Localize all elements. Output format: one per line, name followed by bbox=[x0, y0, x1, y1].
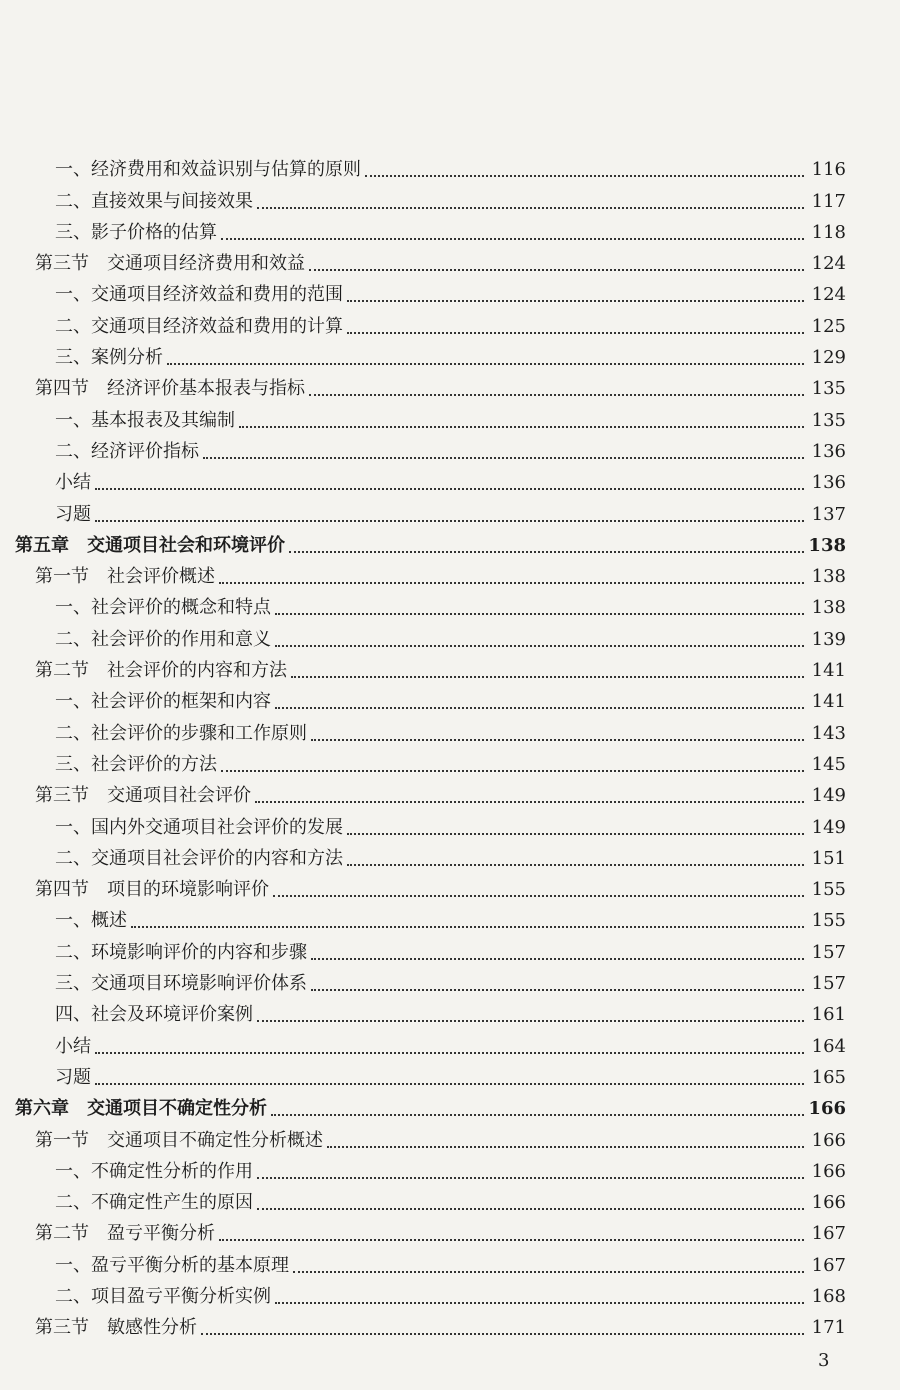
dot-leader bbox=[95, 1052, 804, 1054]
toc-item-row bbox=[0, 432, 900, 463]
toc-entry-page: 166 bbox=[811, 1160, 846, 1182]
toc-item-row bbox=[0, 839, 900, 870]
toc-entry-title: 习题 bbox=[55, 1066, 91, 1088]
toc-entry-title: 二、经济评价指标 bbox=[55, 440, 199, 462]
toc-entry-title: 二、社会评价的步骤和工作原则 bbox=[55, 722, 307, 744]
toc-entry-page: 167 bbox=[811, 1254, 846, 1276]
toc-entry-page: 166 bbox=[811, 1192, 846, 1214]
toc-item-row bbox=[0, 150, 900, 181]
toc-entry-title: 三、社会评价的方法 bbox=[55, 753, 217, 775]
toc-entry-page: 141 bbox=[811, 691, 846, 713]
dot-leader bbox=[327, 1146, 804, 1148]
toc-entry-page: 129 bbox=[811, 347, 846, 369]
toc-entry-title: 第四节 项目的环境影响评价 bbox=[35, 879, 269, 901]
toc-item-row bbox=[0, 494, 900, 525]
toc-entry-page: 139 bbox=[811, 628, 846, 650]
dot-leader bbox=[219, 1239, 804, 1241]
toc-entry-page: 143 bbox=[811, 722, 846, 744]
toc-entry-title: 第三节 交通项目社会评价 bbox=[35, 785, 251, 807]
toc-entry-title: 一、社会评价的框架和内容 bbox=[55, 691, 271, 713]
toc-item-row bbox=[0, 1026, 900, 1057]
dot-leader bbox=[347, 864, 804, 866]
dot-leader bbox=[257, 1177, 804, 1179]
toc-chapter-row bbox=[0, 1089, 900, 1120]
dot-leader bbox=[201, 1333, 804, 1335]
toc-entry-title: 三、影子价格的估算 bbox=[55, 221, 217, 243]
toc-entry-title: 一、盈亏平衡分析的基本原理 bbox=[55, 1254, 289, 1276]
toc-entry-page: 116 bbox=[811, 159, 846, 181]
toc-entry-title: 第六章 交通项目不确定性分析 bbox=[15, 1098, 267, 1120]
toc-entry-title: 习题 bbox=[55, 503, 91, 525]
table-of-contents bbox=[0, 150, 900, 1339]
toc-chapter-row bbox=[0, 526, 900, 557]
toc-entry-title: 第三节 交通项目经济费用和效益 bbox=[35, 253, 305, 275]
toc-entry-title: 第一节 社会评价概述 bbox=[35, 566, 215, 588]
dot-leader bbox=[275, 1302, 804, 1304]
dot-leader bbox=[309, 269, 804, 271]
toc-item-row bbox=[0, 1277, 900, 1308]
dot-leader bbox=[221, 238, 804, 240]
toc-item-row bbox=[0, 713, 900, 744]
dot-leader bbox=[347, 833, 804, 835]
toc-entry-title: 二、直接效果与间接效果 bbox=[55, 190, 253, 212]
toc-item-row bbox=[0, 1245, 900, 1276]
dot-leader bbox=[273, 895, 804, 897]
toc-entry-page: 168 bbox=[811, 1285, 846, 1307]
toc-item-row bbox=[0, 995, 900, 1026]
toc-item-row bbox=[0, 181, 900, 212]
toc-entry-title: 一、不确定性分析的作用 bbox=[55, 1160, 253, 1182]
dot-leader bbox=[275, 613, 804, 615]
toc-entry-page: 155 bbox=[811, 879, 846, 901]
toc-entry-page: 138 bbox=[808, 534, 846, 556]
toc-entry-page: 136 bbox=[811, 472, 846, 494]
toc-entry-page: 135 bbox=[811, 378, 846, 400]
dot-leader bbox=[239, 426, 804, 428]
toc-item-row bbox=[0, 463, 900, 494]
toc-item-row bbox=[0, 1058, 900, 1089]
toc-item-row bbox=[0, 932, 900, 963]
toc-entry-page: 161 bbox=[811, 1004, 846, 1026]
dot-leader bbox=[291, 676, 804, 678]
toc-entry-title: 小结 bbox=[55, 1035, 91, 1057]
toc-entry-page: 166 bbox=[808, 1098, 846, 1120]
toc-entry-title: 四、社会及环境评价案例 bbox=[55, 1004, 253, 1026]
dot-leader bbox=[257, 1208, 804, 1210]
toc-entry-title: 二、社会评价的作用和意义 bbox=[55, 628, 271, 650]
toc-entry-title: 一、概述 bbox=[55, 910, 127, 932]
dot-leader bbox=[311, 958, 804, 960]
toc-entry-page: 164 bbox=[811, 1035, 846, 1057]
dot-leader bbox=[221, 770, 804, 772]
toc-entry-page: 167 bbox=[811, 1223, 846, 1245]
toc-section-row bbox=[0, 1120, 900, 1151]
toc-entry-page: 165 bbox=[811, 1066, 846, 1088]
toc-entry-title: 第二节 盈亏平衡分析 bbox=[35, 1223, 215, 1245]
toc-entry-title: 二、环境影响评价的内容和步骤 bbox=[55, 941, 307, 963]
toc-item-row bbox=[0, 1183, 900, 1214]
dot-leader bbox=[257, 1020, 804, 1022]
toc-entry-title: 一、社会评价的概念和特点 bbox=[55, 597, 271, 619]
dot-leader bbox=[257, 207, 804, 209]
toc-entry-title: 一、国内外交通项目社会评价的发展 bbox=[55, 816, 343, 838]
toc-entry-title: 一、经济费用和效益识别与估算的原则 bbox=[55, 159, 361, 181]
dot-leader bbox=[275, 707, 804, 709]
dot-leader bbox=[311, 989, 804, 991]
dot-leader bbox=[347, 332, 804, 334]
toc-item-row bbox=[0, 588, 900, 619]
toc-entry-title: 三、案例分析 bbox=[55, 347, 163, 369]
toc-section-row bbox=[0, 651, 900, 682]
toc-item-row bbox=[0, 306, 900, 337]
toc-entry-title: 二、交通项目经济效益和费用的计算 bbox=[55, 315, 343, 337]
toc-entry-title: 一、交通项目经济效益和费用的范围 bbox=[55, 284, 343, 306]
toc-section-row bbox=[0, 776, 900, 807]
dot-leader bbox=[131, 926, 804, 928]
page-number: 3 bbox=[818, 1350, 830, 1371]
toc-section-row bbox=[0, 870, 900, 901]
dot-leader bbox=[293, 1271, 804, 1273]
toc-entry-page: 141 bbox=[811, 660, 846, 682]
toc-entry-page: 124 bbox=[811, 284, 846, 306]
dot-leader bbox=[289, 551, 804, 553]
toc-item-row bbox=[0, 807, 900, 838]
toc-section-row bbox=[0, 369, 900, 400]
dot-leader bbox=[347, 300, 804, 302]
toc-entry-page: 124 bbox=[811, 253, 846, 275]
toc-item-row bbox=[0, 901, 900, 932]
toc-item-row bbox=[0, 619, 900, 650]
toc-entry-title: 第五章 交通项目社会和环境评价 bbox=[15, 534, 285, 556]
dot-leader bbox=[167, 363, 804, 365]
toc-entry-title: 三、交通项目环境影响评价体系 bbox=[55, 973, 307, 995]
toc-entry-page: 138 bbox=[811, 566, 846, 588]
dot-leader bbox=[365, 175, 804, 177]
dot-leader bbox=[95, 520, 804, 522]
toc-entry-title: 小结 bbox=[55, 472, 91, 494]
toc-entry-title: 二、交通项目社会评价的内容和方法 bbox=[55, 847, 343, 869]
toc-item-row bbox=[0, 1152, 900, 1183]
toc-entry-title: 第一节 交通项目不确定性分析概述 bbox=[35, 1129, 323, 1151]
toc-entry-page: 157 bbox=[811, 941, 846, 963]
toc-entry-page: 136 bbox=[811, 440, 846, 462]
toc-item-row bbox=[0, 213, 900, 244]
toc-entry-page: 166 bbox=[811, 1129, 846, 1151]
toc-entry-page: 135 bbox=[811, 409, 846, 431]
toc-entry-page: 171 bbox=[811, 1317, 846, 1339]
toc-item-row bbox=[0, 400, 900, 431]
toc-item-row bbox=[0, 745, 900, 776]
toc-entry-title: 第二节 社会评价的内容和方法 bbox=[35, 660, 287, 682]
dot-leader bbox=[309, 394, 804, 396]
toc-section-row bbox=[0, 1308, 900, 1339]
dot-leader bbox=[311, 739, 804, 741]
toc-entry-page: 145 bbox=[811, 753, 846, 775]
toc-entry-page: 151 bbox=[811, 847, 846, 869]
toc-item-row bbox=[0, 682, 900, 713]
dot-leader bbox=[275, 645, 804, 647]
dot-leader bbox=[255, 801, 804, 803]
dot-leader bbox=[95, 1083, 804, 1085]
toc-entry-page: 149 bbox=[811, 785, 846, 807]
toc-entry-title: 一、基本报表及其编制 bbox=[55, 409, 235, 431]
toc-entry-title: 第三节 敏感性分析 bbox=[35, 1317, 197, 1339]
toc-entry-page: 149 bbox=[811, 816, 846, 838]
toc-entry-page: 137 bbox=[811, 503, 846, 525]
dot-leader bbox=[95, 488, 804, 490]
toc-entry-title: 二、不确定性产生的原因 bbox=[55, 1192, 253, 1214]
dot-leader bbox=[203, 457, 804, 459]
toc-entry-page: 125 bbox=[811, 315, 846, 337]
toc-section-row bbox=[0, 244, 900, 275]
dot-leader bbox=[271, 1114, 804, 1116]
toc-entry-title: 第四节 经济评价基本报表与指标 bbox=[35, 378, 305, 400]
toc-entry-page: 155 bbox=[811, 910, 846, 932]
dot-leader bbox=[219, 582, 804, 584]
toc-entry-page: 138 bbox=[811, 597, 846, 619]
toc-item-row bbox=[0, 275, 900, 306]
toc-item-row bbox=[0, 964, 900, 995]
toc-entry-page: 157 bbox=[811, 973, 846, 995]
toc-section-row bbox=[0, 1214, 900, 1245]
toc-entry-title: 二、项目盈亏平衡分析实例 bbox=[55, 1285, 271, 1307]
toc-entry-page: 118 bbox=[811, 221, 846, 243]
toc-entry-page: 117 bbox=[811, 190, 846, 212]
toc-item-row bbox=[0, 338, 900, 369]
toc-section-row bbox=[0, 557, 900, 588]
